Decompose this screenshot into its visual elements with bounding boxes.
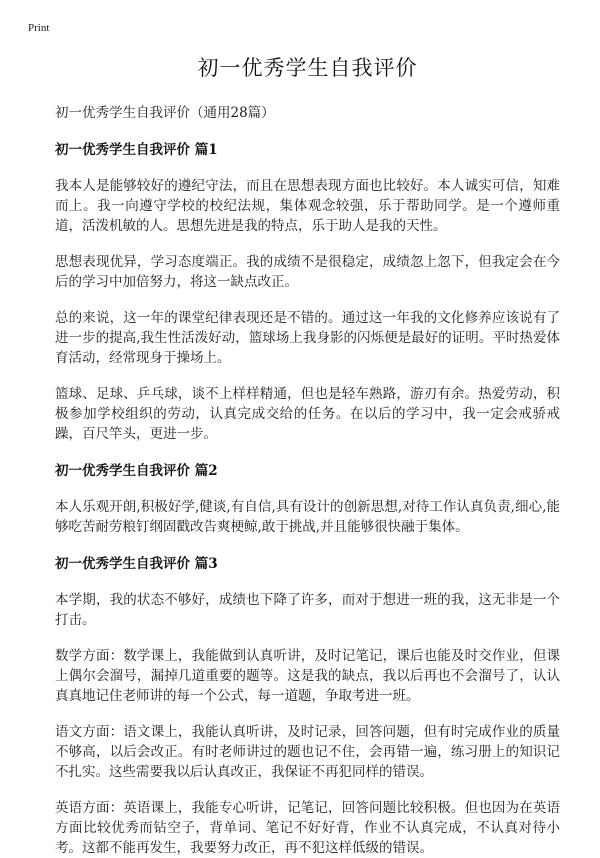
section-1-paragraph-3: 总的来说，这一年的课堂纪律表现还是不错的。通过这一年我的文化修养应该说有了进一步的提高,我生性活泼好动，篮球场上我身影的闪烁便是最好的证明。平时热爱体育活动，经常现身于操场上。: [55, 310, 560, 366]
section-1-paragraph-1: 我本人是能够较好的遵纪守法，而且在思想表现方面也比较好。本人诚实可信，知难而上。我一向遵守学校的校纪法规，集体观念较强，乐于帮助同学。是一个遵师重道，活泼机敏的人。思想先进是我的特点，乐于助人是我的天性。: [55, 178, 560, 234]
document-title: 初一优秀学生自我评价: [197, 56, 418, 80]
print-label: Print: [28, 22, 50, 34]
section-1-paragraph-2: 思想表现优异，学习态度端正。我的成绩不是很稳定，成绩忽上忽下，但我定会在今后的学习中加倍努力，将这一缺点改正。: [55, 254, 560, 290]
section-heading-2: 初一优秀学生自我评价 篇2: [55, 463, 218, 479]
section-heading-3: 初一优秀学生自我评价 篇3: [55, 556, 218, 572]
section-3-paragraph-4: 英语方面：英语课上，我能专心听讲，记笔记，回答问题比较积极。但也因为在英语方面比较优秀而钻空子，背单词、笔记不好好背，作业不认真完成，不认真对待小考。这都不能再发生，我要努力改正，再不犯这样低级的错误。: [55, 800, 560, 856]
section-3-paragraph-2: 数学方面：数学课上，我能做到认真听讲，及时记笔记，课后也能及时交作业，但课上偶尔会溜号，漏掉几道重要的题等。这是我的缺点，我以后再也不会溜号了，认认真真地记住老师讲的每一个公式，每一道题，争取考进一班。: [55, 648, 560, 704]
section-heading-1: 初一优秀学生自我评价 篇1: [55, 142, 218, 158]
section-3-paragraph-3: 语文方面：语文课上，我能认真听讲，及时记录，回答问题，但有时完成作业的质量不够高，以后会改正。有时老师讲过的题也记不住，会再错一遍，练习册上的知识记不扎实。这些需要我以后认真改正，我保证不再犯同样的错误。: [55, 724, 560, 780]
document-subtitle: 初一优秀学生自我评价（通用28篇）: [55, 105, 275, 121]
section-2-paragraph-1: 本人乐观开朗,积极好学,健谈,有自信,具有设计的创新思想,对待工作认真负责,细心,能够吃苦耐劳粮钉纲固戳改告爽梗鲸,敢于挑战,并且能够很快融于集体。: [55, 499, 560, 535]
section-3-paragraph-1: 本学期，我的状态不够好，成绩也下降了许多，而对于想进一班的我，这无非是一个打击。: [55, 592, 560, 628]
section-1-paragraph-4: 篮球、足球、乒乓球，谈不上样样精通，但也是轻车熟路，游刃有余。热爱劳动，积极参加学校组织的劳动，认真完成交给的任务。在以后的学习中，我一定会戒骄戒躁，百尺竿头，更进一步。: [55, 386, 560, 442]
